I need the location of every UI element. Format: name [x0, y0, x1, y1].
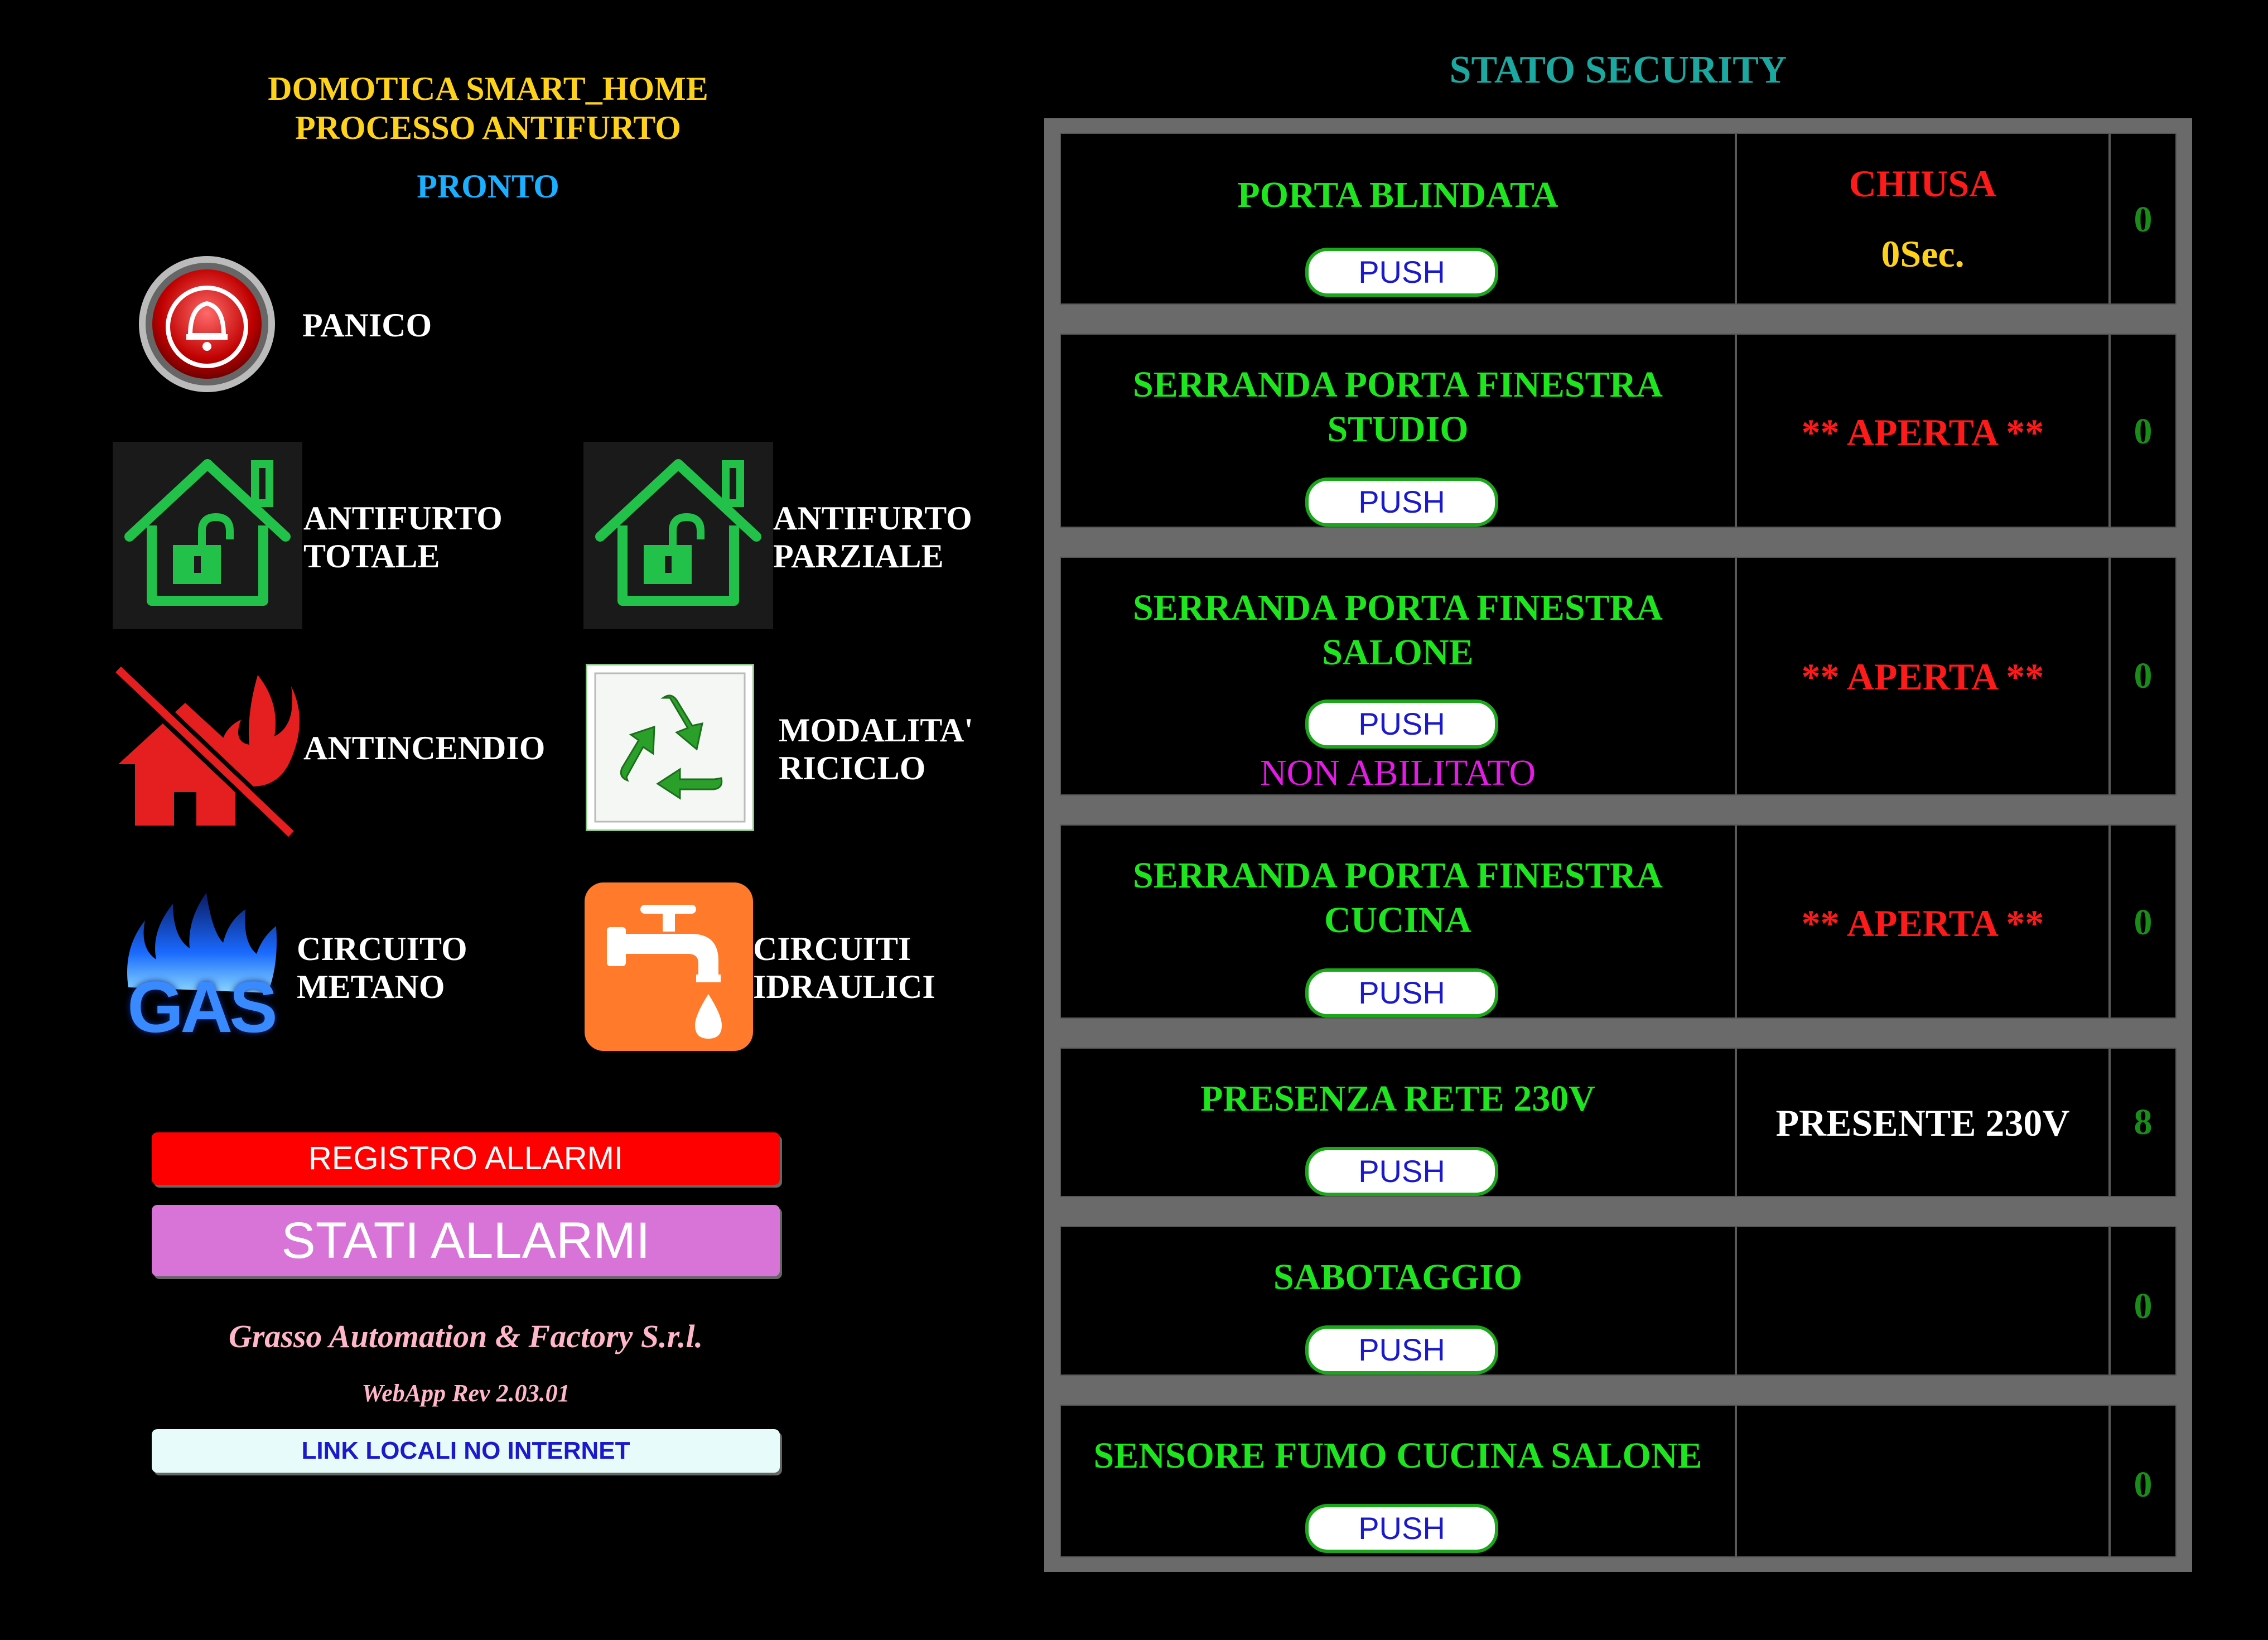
water-tap-icon: [585, 882, 753, 1051]
security-count-cell: [2111, 134, 2175, 303]
metano-button[interactable]: [117, 887, 284, 1054]
idraulici-button[interactable]: [585, 882, 753, 1051]
panic-button[interactable]: [137, 254, 277, 394]
antincendio-button[interactable]: [113, 653, 302, 842]
webapp-revision: WebApp Rev 2.03.01: [361, 1379, 570, 1407]
security-status-cell: [1737, 1406, 2111, 1556]
not-enabled-note: NON ABILITATO: [1260, 753, 1536, 793]
sensor-timer: 0Sec.: [1881, 233, 1965, 275]
security-row-presenza-rete: [1044, 1033, 2192, 1212]
idraulici-label-2: IDRAULICI: [753, 968, 935, 1005]
security-count-cell: [2111, 558, 2175, 794]
security-row-sensore-fumo: [1044, 1390, 2192, 1572]
idraulici-label-1: CIRCUITI: [753, 930, 911, 967]
metano-label-1: CIRCUITO: [297, 930, 467, 967]
push-button[interactable]: PUSH: [1305, 248, 1498, 297]
sensor-status: ** APERTA **: [1801, 902, 2044, 944]
security-status-cell: [1737, 826, 2111, 1017]
security-row-sabotaggio: [1044, 1212, 2192, 1390]
metano-label-2: METANO: [297, 968, 445, 1005]
sensor-count: 0: [2134, 1464, 2153, 1505]
security-name-cell: [1061, 1406, 1737, 1556]
sensor-name: SABOTAGGIO: [1273, 1257, 1523, 1297]
riciclo-label-1: MODALITA': [779, 712, 973, 749]
security-name-cell: [1061, 134, 1737, 303]
security-name-cell: [1061, 1227, 1737, 1374]
alarm-bell-icon: [137, 254, 277, 394]
security-count-cell: [2111, 826, 2175, 1017]
sensor-name: SERRANDA PORTA FINESTRA: [1133, 587, 1663, 628]
security-row-serranda-cucina: [1044, 810, 2192, 1033]
antifurto-parziale-label-1: ANTIFURTO: [773, 500, 972, 537]
stati-allarmi-button[interactable]: STATI ALLARMI: [152, 1205, 780, 1276]
antifurto-totale-button[interactable]: [113, 442, 302, 629]
sensor-status: PRESENTE 230V: [1775, 1102, 2070, 1144]
sensor-name: SERRANDA PORTA FINESTRA: [1133, 364, 1663, 405]
security-row-serranda-salone: [1044, 542, 2192, 810]
sensor-count: 0: [2134, 411, 2153, 452]
security-count-cell: [2111, 1406, 2175, 1556]
sensor-count: 0: [2134, 902, 2153, 943]
sensor-name-line2: CUCINA: [1324, 900, 1471, 940]
push-button[interactable]: PUSH: [1305, 700, 1498, 749]
riciclo-label-2: RICICLO: [779, 750, 926, 787]
panic-label: PANICO: [302, 307, 432, 344]
app-title-line1: DOMOTICA SMART_HOME: [268, 70, 708, 107]
security-name-cell: [1061, 826, 1737, 1017]
security-status-cell: [1737, 134, 2111, 303]
antifurto-parziale-button[interactable]: [583, 442, 773, 629]
recycle-icon: [587, 665, 752, 829]
system-status: PRONTO: [417, 168, 559, 205]
sensor-status: ** APERTA **: [1801, 411, 2044, 454]
antifurto-totale-label-1: ANTIFURTO: [303, 500, 503, 537]
security-count-cell: [2111, 1049, 2175, 1196]
security-name-cell: [1061, 335, 1737, 527]
house-fire-icon: [113, 653, 302, 842]
security-status-cell: [1737, 1049, 2111, 1196]
push-button[interactable]: PUSH: [1305, 1147, 1498, 1196]
security-title: STATO SECURITY: [1449, 49, 1787, 91]
sensor-count: 0: [2134, 1286, 2153, 1327]
antifurto-parziale-label-2: PARZIALE: [773, 538, 944, 575]
registro-allarmi-button[interactable]: REGISTRO ALLARMI: [152, 1132, 780, 1185]
push-button[interactable]: PUSH: [1305, 968, 1498, 1017]
sensor-name: PRESENZA RETE 230V: [1200, 1078, 1595, 1119]
antincendio-label: ANTINCENDIO: [303, 730, 546, 766]
sensor-name-line2: SALONE: [1322, 632, 1474, 673]
antifurto-totale-label-2: TOTALE: [303, 538, 440, 575]
sensor-status: CHIUSA: [1849, 162, 1997, 205]
security-status-cell: [1737, 558, 2111, 794]
security-status-cell: [1737, 1227, 2111, 1374]
gas-logo-text: GAS: [127, 966, 274, 1048]
sensor-count: 0: [2134, 655, 2153, 696]
sensor-status: ** APERTA **: [1801, 655, 2044, 698]
link-locali-button[interactable]: LINK LOCALI NO INTERNET: [152, 1429, 780, 1473]
push-button[interactable]: PUSH: [1305, 1325, 1498, 1374]
sensor-count: 0: [2134, 199, 2153, 240]
house-lock-icon: [113, 442, 302, 629]
push-button[interactable]: PUSH: [1305, 477, 1498, 527]
security-name-cell: [1061, 558, 1737, 794]
security-row-serranda-studio: [1044, 319, 2192, 542]
riciclo-button[interactable]: [586, 664, 754, 831]
sensor-count: 8: [2134, 1102, 2153, 1142]
security-row-porta-blindata: [1044, 118, 2192, 319]
company-name: Grasso Automation & Factory S.r.l.: [228, 1318, 703, 1354]
security-name-cell: [1061, 1049, 1737, 1196]
house-lock-icon: [583, 442, 773, 629]
security-count-cell: [2111, 1227, 2175, 1374]
app-title-line2: PROCESSO ANTIFURTO: [295, 109, 681, 146]
security-status-cell: [1737, 335, 2111, 527]
sensor-name-line2: STUDIO: [1327, 409, 1469, 450]
sensor-name: SENSORE FUMO CUCINA SALONE: [1093, 1435, 1702, 1476]
push-button[interactable]: PUSH: [1305, 1504, 1498, 1553]
security-count-cell: [2111, 335, 2175, 527]
sensor-name: PORTA BLINDATA: [1237, 175, 1558, 215]
sensor-name: SERRANDA PORTA FINESTRA: [1133, 855, 1663, 896]
